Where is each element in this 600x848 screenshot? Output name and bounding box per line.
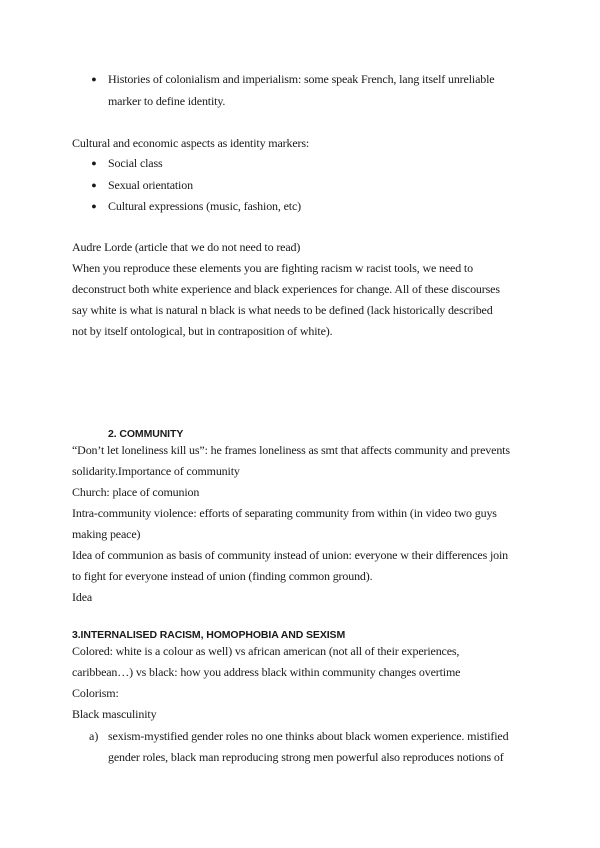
community-line-2: solidarity.Importance of community — [72, 464, 240, 478]
community-line-7: to fight for everyone instead of union (finding common ground). — [72, 569, 373, 583]
bullet-dot: ● — [91, 74, 97, 84]
community-line-1: “Don’t let loneliness kill us”: he frames loneliness as smt that affects community and prevents — [72, 443, 510, 457]
lorde-line-1: When you reproduce these elements you are fighting racism w racist tools, we need to — [72, 261, 473, 275]
lorde-line-4: not by itself ontological, but in contraposition of white). — [72, 324, 333, 338]
community-heading: 2. COMMUNITY — [108, 428, 184, 440]
lorde-title: Audre Lorde (article that we do not need to read) — [72, 240, 301, 254]
community-line-5: making peace) — [72, 527, 141, 541]
community-line-8: Idea — [72, 590, 93, 604]
bullet-dot: ● — [91, 180, 97, 190]
internalised-list-line-2: gender roles, black man reproducing strong men powerful also reproduces notions of — [108, 750, 504, 764]
bullet-dot: ● — [91, 158, 97, 168]
identity-markers-heading: Cultural and economic aspects as identity markers: — [72, 136, 310, 150]
community-line-6: Idea of communion as basis of community instead of union: everyone w their differences join — [72, 548, 509, 562]
list-marker-a: a) — [89, 729, 99, 743]
internalised-line-2: caribbean…) vs black: how you address black within community changes overtime — [72, 665, 461, 679]
colonial-bullet-line-2: marker to define identity. — [108, 94, 226, 108]
lorde-line-3: say white is what is natural n black is what needs to be defined (lack historically described — [72, 303, 493, 317]
internalised-list-line-1: sexism-mystified gender roles no one thinks about black women experience. mistified — [108, 729, 509, 743]
internalised-line-4: Black masculinity — [72, 707, 157, 721]
community-line-4: Intra-community violence: efforts of separating community from within (in video two guys — [72, 506, 497, 520]
lorde-line-2: deconstruct both white experience and black experiences for change. All of these discourses — [72, 282, 500, 296]
internalised-line-1: Colored: white is a colour as well) vs african american (not all of their experiences, — [72, 644, 460, 658]
colonial-bullet-line-1: Histories of colonialism and imperialism: some speak French, lang itself unreliable — [108, 72, 495, 86]
list-item-sexual-orientation: Sexual orientation — [108, 178, 193, 192]
internalised-line-3: Colorism: — [72, 686, 119, 700]
bullet-dot: ● — [91, 201, 97, 211]
list-item-social-class: Social class — [108, 156, 163, 170]
internalised-heading: 3.INTERNALISED RACISM, HOMOPHOBIA AND SEXISM — [72, 629, 346, 641]
community-line-3: Church: place of comunion — [72, 485, 200, 499]
list-item-cultural-expressions: Cultural expressions (music, fashion, etc) — [108, 199, 301, 213]
